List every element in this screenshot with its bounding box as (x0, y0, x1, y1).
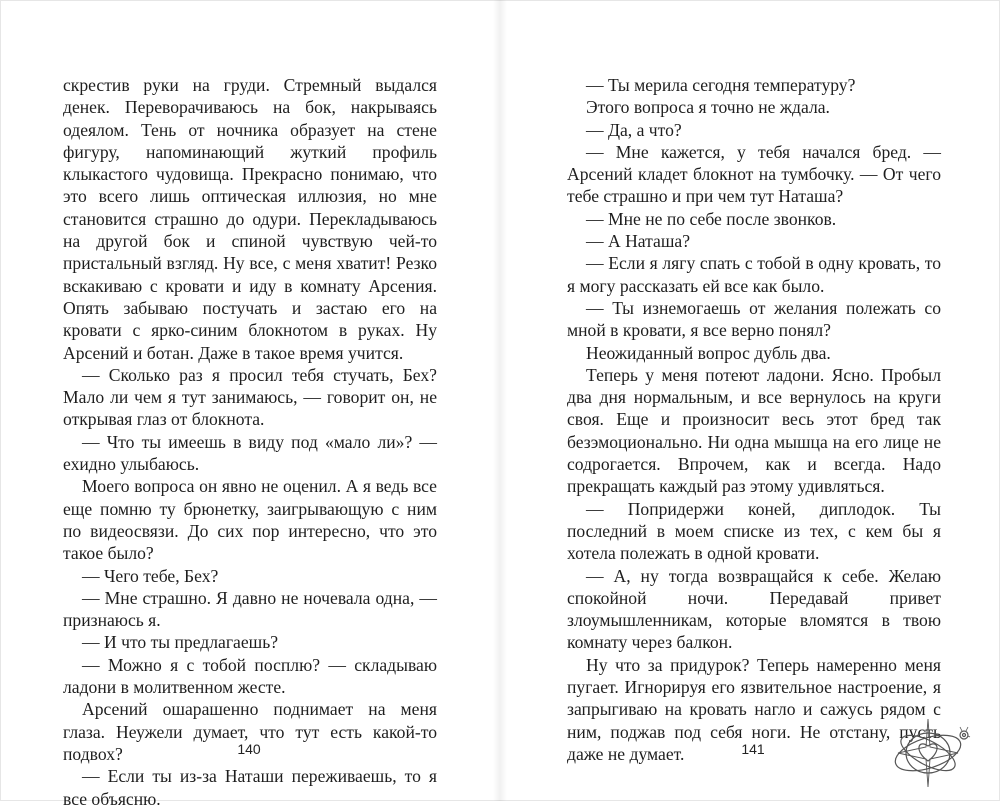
paragraph: — Что ты имеешь в виду под «мало ли»? — ехидно улыбаюсь. (63, 431, 437, 475)
paragraph: Моего вопроса он явно не оценил. А я ведь все еще помню ту брюнетку, заигрывающую с ним по видеосвязи. До сих пор интересно, что это такое было? (63, 476, 437, 564)
paragraph: Этого вопроса я точно не ждала. (586, 97, 830, 118)
right-page-text (567, 74, 941, 765)
paragraph: — Сколько раз я просил тебя стучать, Бех? Мало ли чем я тут занимаюсь, — говорит он, не открывая глаз от блокнота. (63, 364, 437, 430)
book-gutter (493, 0, 507, 801)
page-number-left: 140 (237, 741, 261, 757)
paragraph: — Чего тебе, Бех? (82, 565, 219, 586)
paragraph: — Мне страшно. Я давно не ночевала одна, — признаюсь я. (63, 587, 437, 631)
paragraph: — Да, а что? (586, 119, 682, 140)
orbit-heart-ornament-icon (884, 713, 976, 791)
paragraph: — Можно я с тобой посплю? — складываю ладони в молитвенном жесте. (63, 654, 437, 698)
paragraph: Арсений ошарашенно поднимает на меня глаза. Неужели думает, что тут есть какой-то подвох? (63, 699, 437, 764)
paragraph: скрестив руки на груди. Стремный выдался денек. Переворачиваюсь на бок, накрываясь одеялом. Тень от ночника образует на стене фигуру, напоминающий жуткий профиль клыкастого чудовища. Прекрасно понимаю, что это всего лишь оптическая иллюзия, но мне становится страшно до одури. Перекладываюсь на другой бок и спиной чувствую чей-то пристальный взгляд. Ну все, с меня хватит! Резко вскакиваю с кровати и иду в комнату Арсения. Опять забываю постучать и застаю его на кровати с ярко-синим блокнотом в руках. Ну Арсений и ботан. Даже в такое время учится. (63, 75, 437, 363)
paragraph: — Мне не по себе после звонков. (586, 208, 837, 229)
paragraph: — Попридержи коней, диплодок. Ты последний в моем списке из тех, с кем бы я хотела полежать в одной кровати. (567, 498, 941, 564)
paragraph: — Мне кажется, у тебя начался бред. — Арсений кладет блокнот на тумбочку. — От чего тебе страшно и при чем тут Наташа? (567, 141, 941, 207)
paragraph: — А, ну тогда возвращайся к себе. Желаю спокойной ночи. Передавай привет злоумышленникам, которые вломятся в твою комнату через балкон. (567, 565, 941, 653)
paragraph: — Ты мерила сегодня температуру? (586, 75, 856, 95)
paragraph: — Ты изнемогаешь от желания полежать со мной в кровати, я все верно понял? (567, 297, 941, 341)
paragraph: — А Наташа? (586, 231, 691, 252)
paragraph: Теперь у меня потеют ладони. Ясно. Пробыл два дня нормальным, и все вернулось на круги своя. Еще и произносит весь этот бред так безэмоционально. Ни одна мышца на его лице не содрогается. Впрочем, как и всегда. Надо прекращать каждый раз этому удивляться. (567, 364, 941, 497)
left-page-text (63, 74, 437, 810)
paragraph: Неожиданный вопрос дубль два. (586, 342, 831, 363)
page-number-right: 141 (741, 741, 765, 757)
paragraph: — Если ты из-за Наташи переживаешь, то я все объясню. (63, 766, 437, 809)
paragraph: Ну что за придурок? Теперь намеренно меня пугает. Игнорируя его язвительное настроение, я запрыгиваю на кровать нагло и сажусь рядом с ним, поджав под себя ноги. Не отстану, пусть даже не думает. (567, 654, 941, 764)
paragraph: — Если я лягу спать с тобой в одну кровать, то я могу рассказать ей все как было. (567, 253, 941, 296)
paragraph: — И что ты предлагаешь? (82, 632, 279, 653)
